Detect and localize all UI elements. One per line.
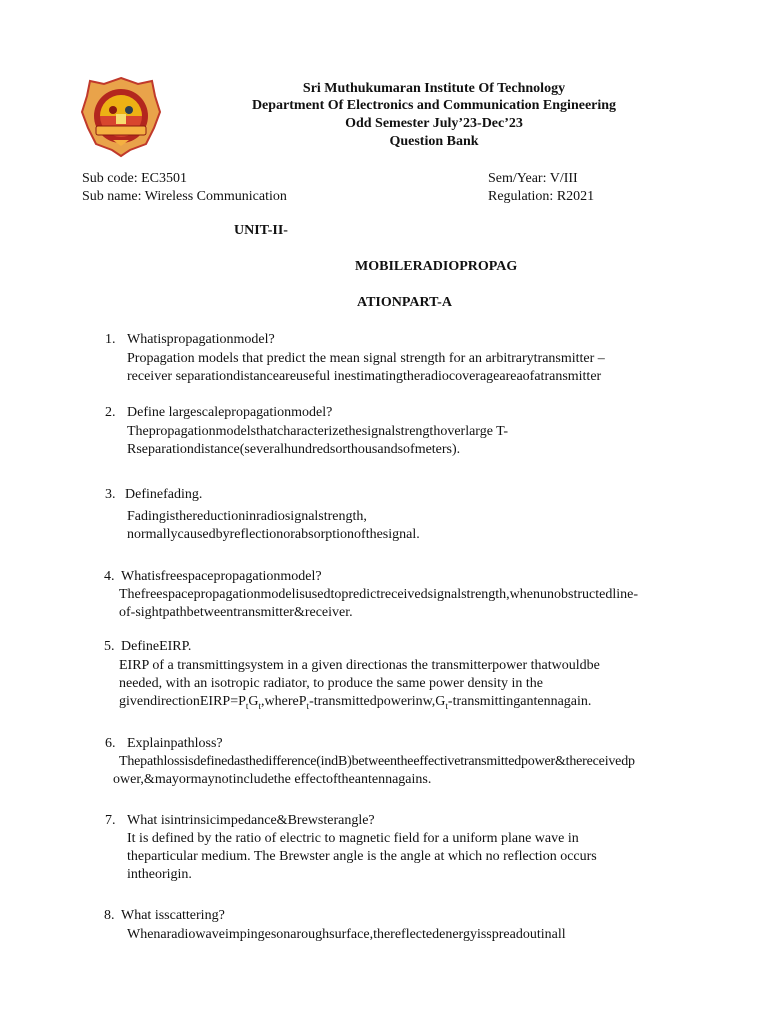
question-text: What isintrinsicimpedance&Brewsterangle? [127,813,375,828]
unit-heading: UNIT-II- [234,223,288,238]
question-text: DefineEIRP. [121,639,192,654]
answer-line: Thepathlossisdefinedasthedifference(indB)betweentheeffectivetransmittedpower&thereceivedp [119,754,635,769]
answer-line: normallycausedbyreflectionorabsorptionofthesignal. [127,527,420,542]
answer-line: EIRP of a transmittingsystem in a given directionas the transmitterpower thatwouldbe [119,658,600,673]
formula-text: ,whereP [261,694,307,709]
answer-line: It is defined by the ratio of electric to magnetic field for a uniform plane wave in [127,831,579,846]
subject-code: Sub code: EC3501 [82,171,187,186]
subject-name: Sub name: Wireless Communication [82,189,287,204]
answer-line: Thepropagationmodelsthatcharacterizethesignalstrengthoverlarge T- [127,424,509,439]
question-number: 6. [105,736,116,751]
answer-line: Thefreespacepropagationmodelisusedtopredictreceivedsignalstrength,whenunobstructedline- [119,587,638,602]
subscript: t [306,700,310,711]
semester-year: Sem/Year: V/III [488,171,578,186]
semester-label: Odd Semester July’23-Dec’23 [345,116,523,131]
subscript: t [445,700,448,711]
question-text: Explainpathloss? [127,736,223,751]
answer-line: needed, with an isotropic radiator, to produce the same power density in the [119,676,543,691]
question-number: 2. [105,405,116,420]
answer-line: receiver separationdistanceareuseful inestimatingtheradiocoverageareaofatransmitter [127,369,602,384]
question-number: 7. [105,813,116,828]
question-text: Whatispropagationmodel? [127,332,275,347]
unit-title-line2: ATIONPART-A [357,295,452,310]
answer-line: of-sightpathbetweentransmitter&receiver. [119,605,353,620]
question-text: Definefading. [125,487,203,502]
answer-line: ower,&mayormaynotincludethe effectoftheantennagains. [113,772,432,787]
answer-line-eirp-formula [119,693,591,715]
answer-line: Propagation models that predict the mean signal strength for an arbitrarytransmitter – [127,351,605,366]
question-text: Whatisfreespacepropagationmodel? [121,569,322,584]
question-number: 4. [104,569,115,584]
formula-text: G [248,694,259,709]
subscript: t [258,700,262,711]
answer-line: intheorigin. [127,867,192,882]
document-type: Question Bank [389,134,479,149]
question-text: Define largescalepropagationmodel? [127,405,333,420]
institute-name: Sri Muthukumaran Institute Of Technology [302,81,566,96]
question-text: What isscattering? [121,908,225,923]
formula-text: givendirectionEIRP=P [119,694,246,709]
question-number: 5. [104,639,115,654]
answer-line: theparticular medium. The Brewster angle is the angle at which no reflection occurs [127,849,597,864]
regulation: Regulation: R2021 [488,189,595,204]
answer-line: Whenaradiowaveimpingesonaroughsurface,thereflectedenergyisspreadoutinall [127,927,566,942]
question-number: 8. [104,908,115,923]
question-number: 3. [105,487,116,502]
unit-title-line1: MOBILERADIOPROPAG [355,259,518,274]
subscript: t [245,700,249,711]
answer-line: Fadingisthereductioninradiosignalstrength, [127,509,367,524]
formula-text: -transmittedpowerinw,G [309,694,446,709]
answer-line: Rseparationdistance(severalhundredsorthousandsofmeters). [127,442,461,457]
department-name: Department Of Electronics and Communication Engineering [251,98,617,113]
formula-text: -transmittingantennagain. [447,694,592,709]
question-number: 1. [105,332,116,347]
